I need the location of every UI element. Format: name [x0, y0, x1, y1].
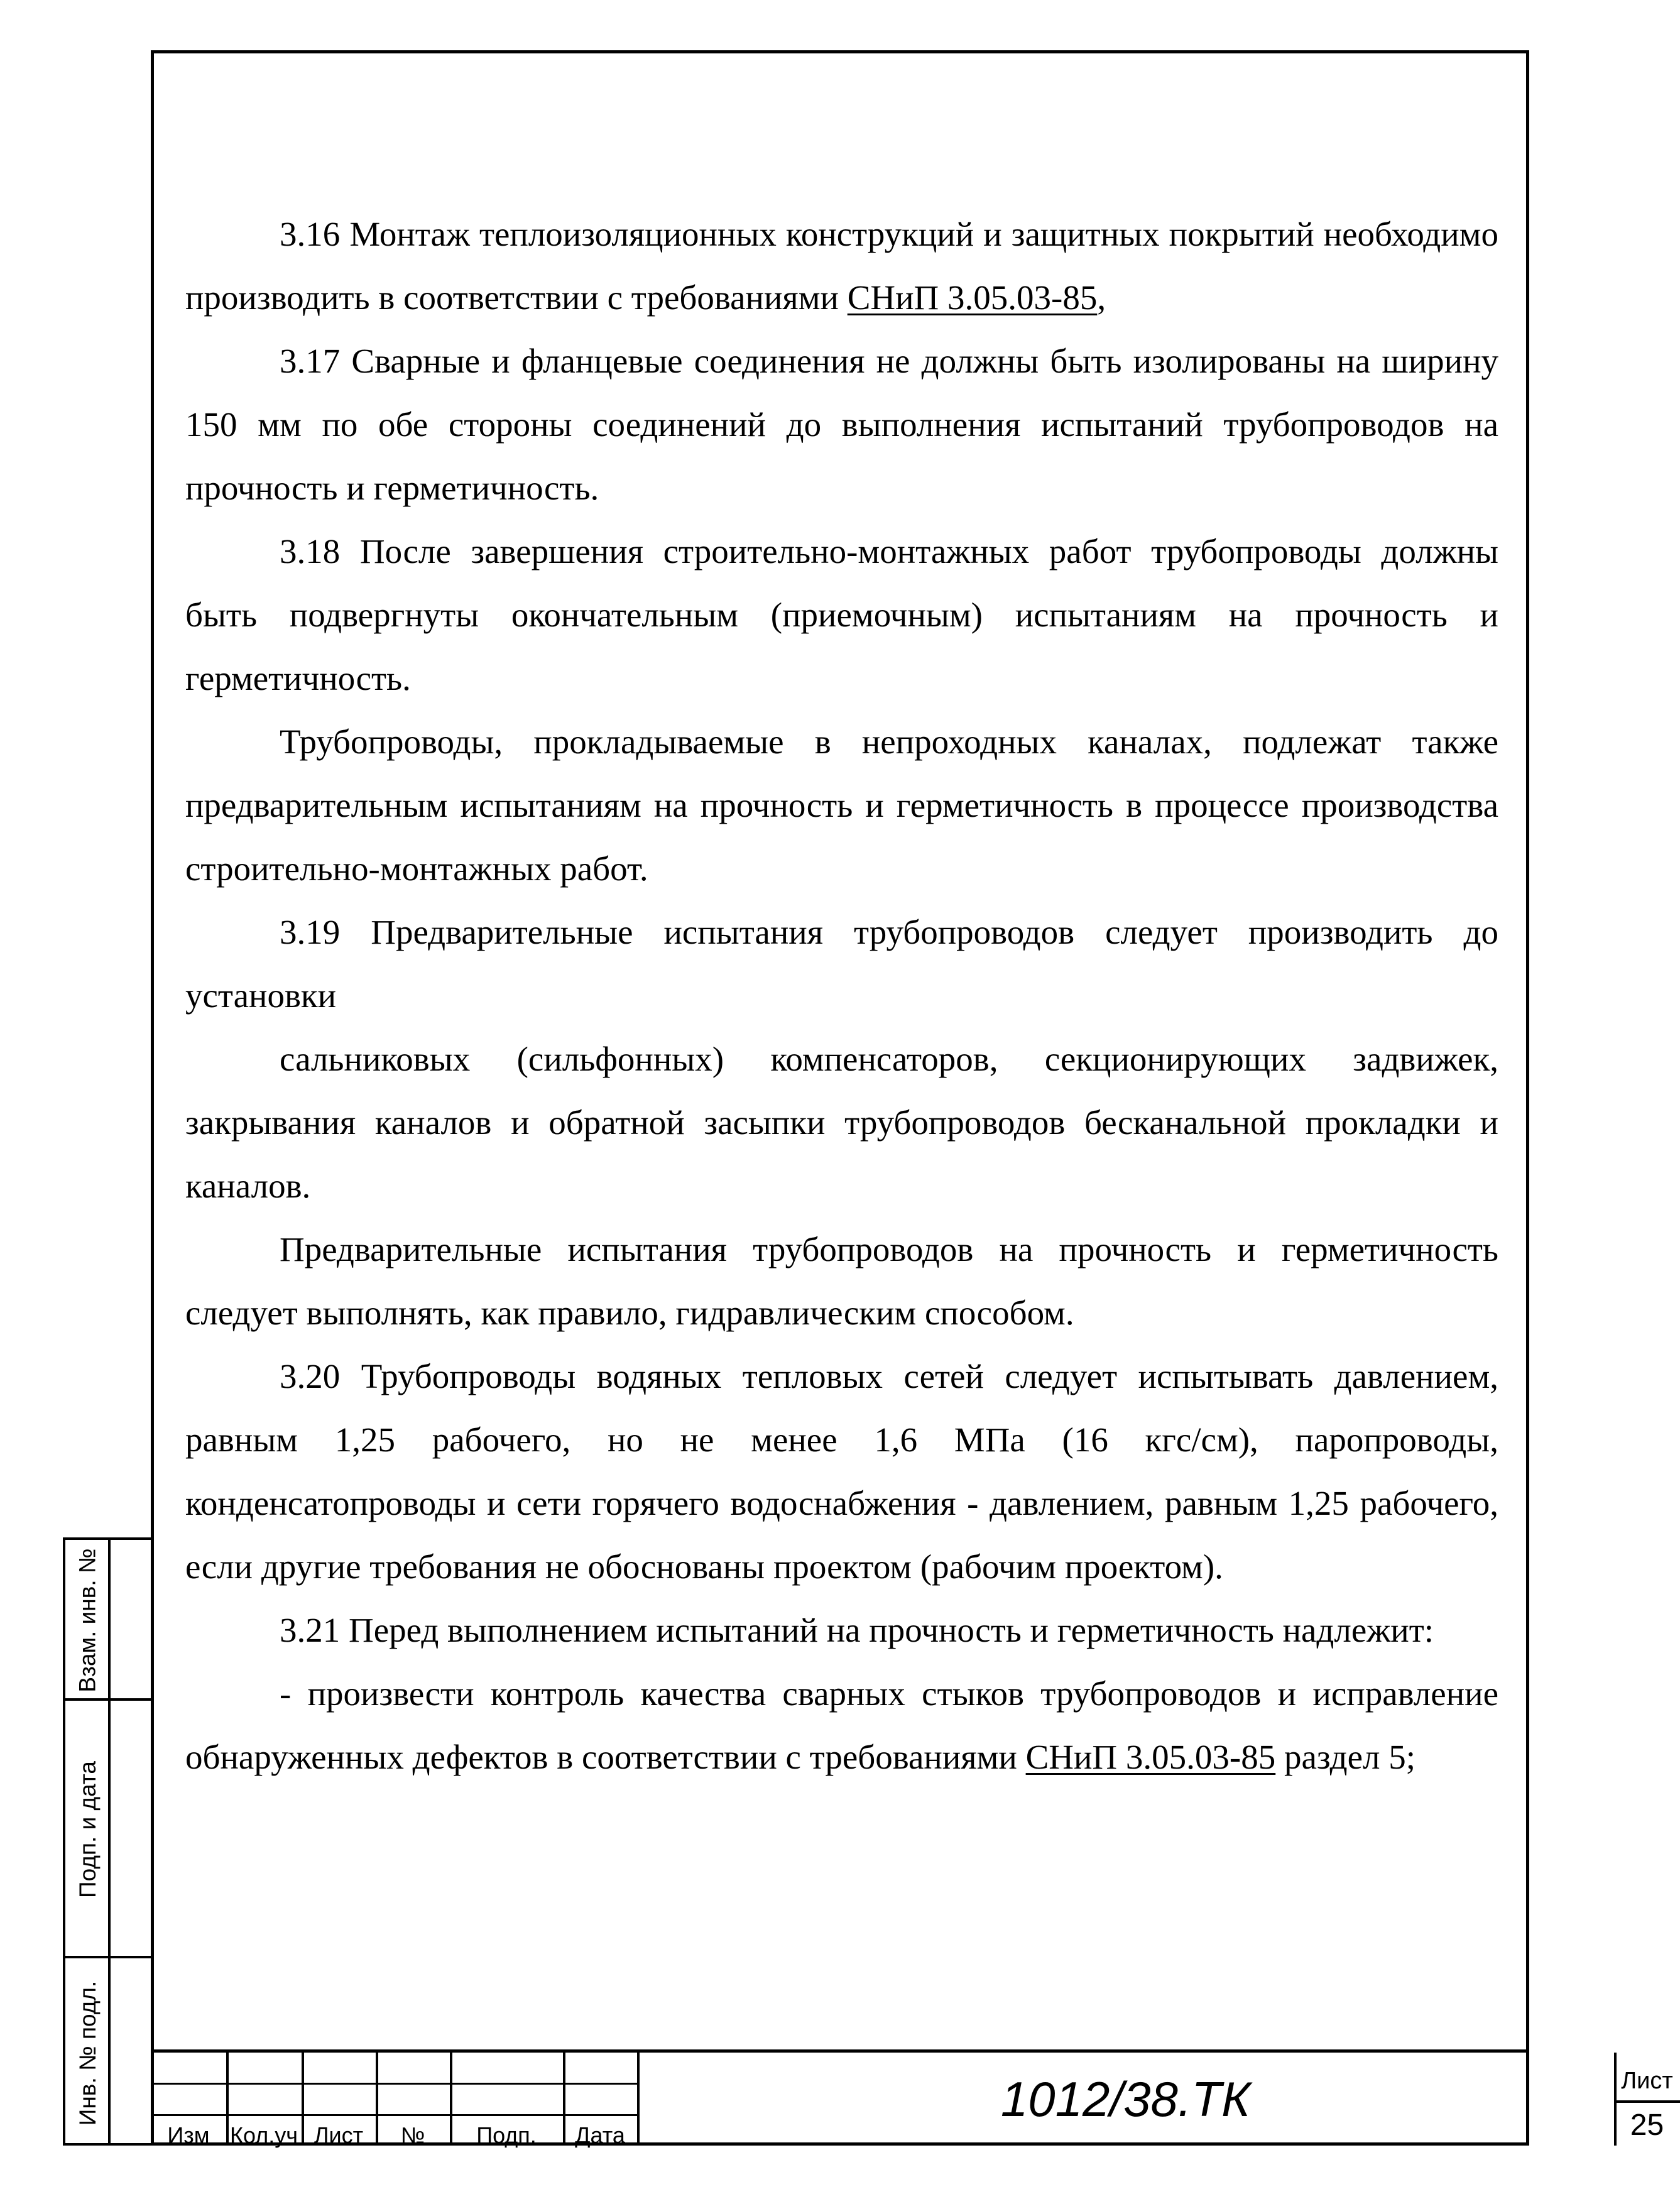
header-izm: Изм: [167, 2122, 210, 2148]
sheet-number: 25: [1630, 2109, 1664, 2142]
paragraph-text: 3.20 Трубопроводы водяных тепловых сетей следует испытывать давлением, равным 1,25 рабочего, но не менее 1,6 МПа (16 кгс/см), паропроводы, конденсатопроводы и сети горячего водоснабжения - давлением, равным 1,25 рабочего, если другие требования не обоснованы проектом (рабочим проектом).: [185, 1357, 1498, 1586]
paragraph-text: 3.19 Предварительные испытания трубопроводов следует производить до установки: [185, 913, 1498, 1015]
paragraph: [185, 520, 1498, 710]
header-kol-uch: Кол.уч: [230, 2122, 298, 2148]
side-stamp: [63, 1537, 151, 2146]
paragraph: [185, 710, 1498, 900]
paragraph-text: Предварительные испытания трубопроводов на прочность и герметичность следует выполнять, как правило, гидравлическим способом.: [185, 1230, 1498, 1332]
paragraph-text: - произвести контроль качества сварных стыков трубопроводов и исправление обнаруженных дефектов в соответствии с требованиями: [185, 1674, 1498, 1776]
paragraph: [185, 1662, 1498, 1789]
paragraph: [185, 1345, 1498, 1598]
paragraph: [185, 1218, 1498, 1345]
header-signature: Подп.: [476, 2122, 537, 2148]
title-block: [151, 2049, 1673, 2148]
paragraph-text: 3.16 Монтаж теплоизоляционных конструкций и защитных покрытий необходимо производить в соответствии с требованиями: [185, 215, 1498, 317]
paragraph: [185, 900, 1498, 1027]
paragraph-text: 3.18 После завершения строительно-монтажных работ трубопроводы должны быть подвергнуты окончательным (приемочным) испытаниям на прочность и герметичность.: [185, 532, 1498, 697]
paragraph: [185, 202, 1498, 329]
header-date: Дата: [575, 2122, 625, 2148]
side-label-sign-date: Подп. и дата: [75, 1761, 101, 1898]
side-label-inv-replace: Взам. инв. №: [75, 1548, 101, 1693]
sheet-divider: [1614, 2100, 1680, 2103]
document-code: 1012/38.ТК: [1000, 2071, 1251, 2127]
body-text: [185, 202, 1498, 1789]
paragraph-text: Трубопроводы, прокладываемые в непроходных каналах, подлежат также предварительным испытаниям на прочность и герметичность в процессе производства строительно-монтажных работ.: [185, 723, 1498, 888]
paragraph-text: 3.21 Перед выполнением испытаний на прочность и герметичность надлежит:: [280, 1611, 1434, 1649]
paragraph: [185, 329, 1498, 520]
paragraph-text: ,: [1097, 278, 1106, 317]
standard-reference-link[interactable]: СНиП 3.05.03-85: [847, 278, 1098, 317]
paragraph-text: 3.17 Сварные и фланцевые соединения не должны быть изолированы на ширину 150 мм по обе стороны соединений до выполнения испытаний трубопроводов на прочность и герметичность.: [185, 342, 1498, 507]
paragraph: [185, 1598, 1498, 1662]
standard-reference-link[interactable]: СНиП 3.05.03-85: [1025, 1738, 1276, 1776]
header-list: Лист: [314, 2122, 364, 2148]
header-number: №: [400, 2122, 425, 2148]
sheet-label: Лист: [1621, 2068, 1673, 2094]
paragraph: [185, 1027, 1498, 1218]
paragraph-text: сальниковых (сильфонных) компенсаторов, секционирующих задвижек, закрывания каналов и обратной засыпки трубопроводов бесканальной прокладки и каналов.: [185, 1040, 1498, 1205]
side-label-inv-original: Инв. № подл.: [75, 1980, 101, 2126]
paragraph-text: раздел 5;: [1275, 1738, 1415, 1776]
